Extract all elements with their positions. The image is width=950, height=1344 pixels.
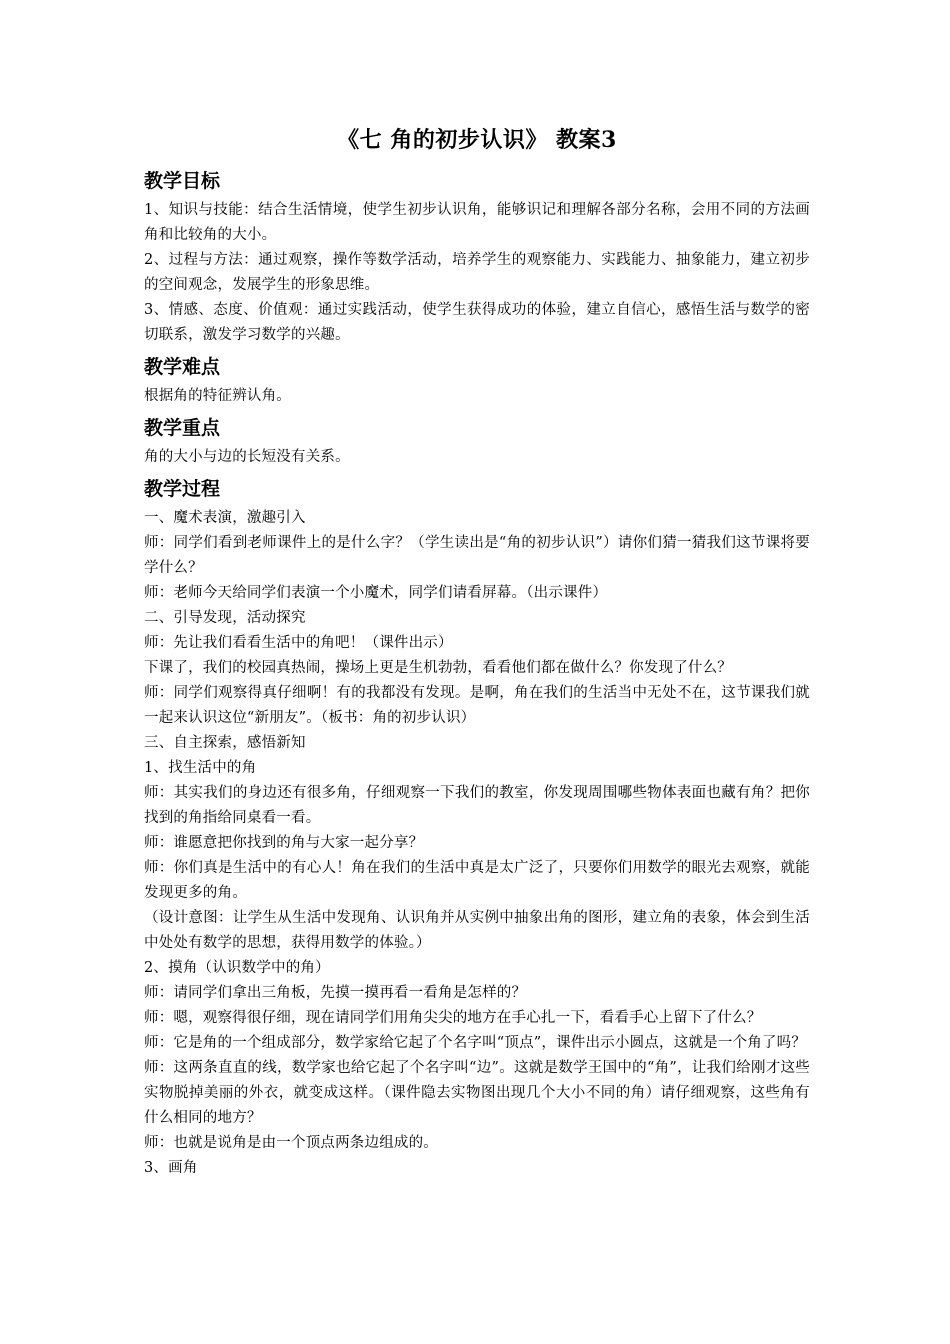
paragraph: 师：也就是说角是由一个顶点两条边组成的。	[144, 1135, 438, 1151]
section	[144, 474, 810, 1181]
section-heading: 教学目标	[144, 170, 221, 192]
paragraph: 1、知识与技能：结合生活情境，使学生初步认识角，能够识记和理解各部分名称，会用不同的方法画角和比较角的大小。	[144, 202, 810, 243]
paragraph: 师：老师今天给同学们表演一个小魔术，同学们请看屏幕。（出示课件）	[144, 585, 608, 601]
paragraph: 师：它是角的一个组成部分，数学家给它起了个名字叫“顶点”，课件出示小圆点，这就是一个角了吗？	[144, 1035, 807, 1051]
paragraph: 下课了，我们的校园真热闹，操场上更是生机勃勃，看看他们都在做什么？你发现了什么？	[144, 660, 732, 676]
paragraph: 角的大小与边的长短没有关系。	[144, 449, 350, 465]
paragraph: （设计意图：让学生从生活中发现角、认识角并从实例中抽象出角的图形，建立角的表象，体会到生活中处处有数学的思想，获得用数学的体验。）	[144, 910, 810, 951]
paragraph: 师：请同学们拿出三角板，先摸一摸再看一看角是怎样的？	[144, 985, 527, 1001]
paragraph: 师：嗯，观察得很仔细，现在请同学们用角尖尖的地方在手心扎一下，看看手心上留下了什么？	[144, 1010, 762, 1026]
paragraph: 2、摸角（认识数学中的角）	[144, 960, 330, 976]
section	[144, 352, 810, 409]
paragraph: 师：同学们看到老师课件上的是什么字？（学生读出是“角的初步认识”）请你们猜一猜我们这节课将要学什么？	[144, 535, 810, 576]
document-body	[144, 166, 810, 1181]
paragraph: 3、画角	[144, 1160, 198, 1176]
section	[144, 413, 810, 470]
paragraph: 师：其实我们的身边还有很多角，仔细观察一下我们的教室，你发现周围哪些物体表面也藏有角？把你找到的角指给同桌看一看。	[144, 785, 810, 826]
paragraph: 师：先让我们看看生活中的角吧！（课件出示）	[144, 635, 453, 651]
paragraph: 根据角的特征辨认角。	[144, 388, 291, 404]
paragraph: 3、情感、态度、价值观：通过实践活动，使学生获得成功的体验，建立自信心，感悟生活与数学的密切联系，激发学习数学的兴趣。	[144, 302, 810, 343]
paragraph: 二、引导发现，活动探究	[144, 610, 306, 626]
section	[144, 166, 810, 348]
paragraph: 一、魔术表演，激趣引入	[144, 510, 306, 526]
section-heading: 教学过程	[144, 478, 221, 500]
section-heading: 教学重点	[144, 417, 221, 439]
paragraph: 师：同学们观察得真仔细啊！有的我都没有发现。是啊，角在我们的生活当中无处不在，这节课我们就一起来认识这位“新朋友”。（板书：角的初步认识）	[144, 685, 810, 726]
paragraph: 三、自主探索，感悟新知	[144, 735, 306, 751]
document-title: 《七 角的初步认识》 教案3	[337, 127, 617, 153]
paragraph: 师：这两条直直的线，数学家也给它起了个名字叫“边”。这就是数学王国中的“角”，让我们给刚才这些实物脱掉美丽的外衣，就变成这样。（课件隐去实物图出现几个大小不同的角）请仔细观察，这些角有什么相同的地方？	[144, 1060, 810, 1126]
paragraph: 1、找生活中的角	[144, 760, 257, 776]
paragraph: 师：你们真是生活中的有心人！角在我们的生活中真是太广泛了，只要你们用数学的眼光去观察，就能发现更多的角。	[144, 860, 810, 901]
document-page	[144, 120, 810, 1185]
paragraph: 2、过程与方法：通过观察，操作等数学活动，培养学生的观察能力、实践能力、抽象能力，建立初步的空间观念，发展学生的形象思维。	[144, 252, 810, 293]
section-heading: 教学难点	[144, 356, 221, 378]
paragraph: 师：谁愿意把你找到的角与大家一起分享？	[144, 835, 424, 851]
